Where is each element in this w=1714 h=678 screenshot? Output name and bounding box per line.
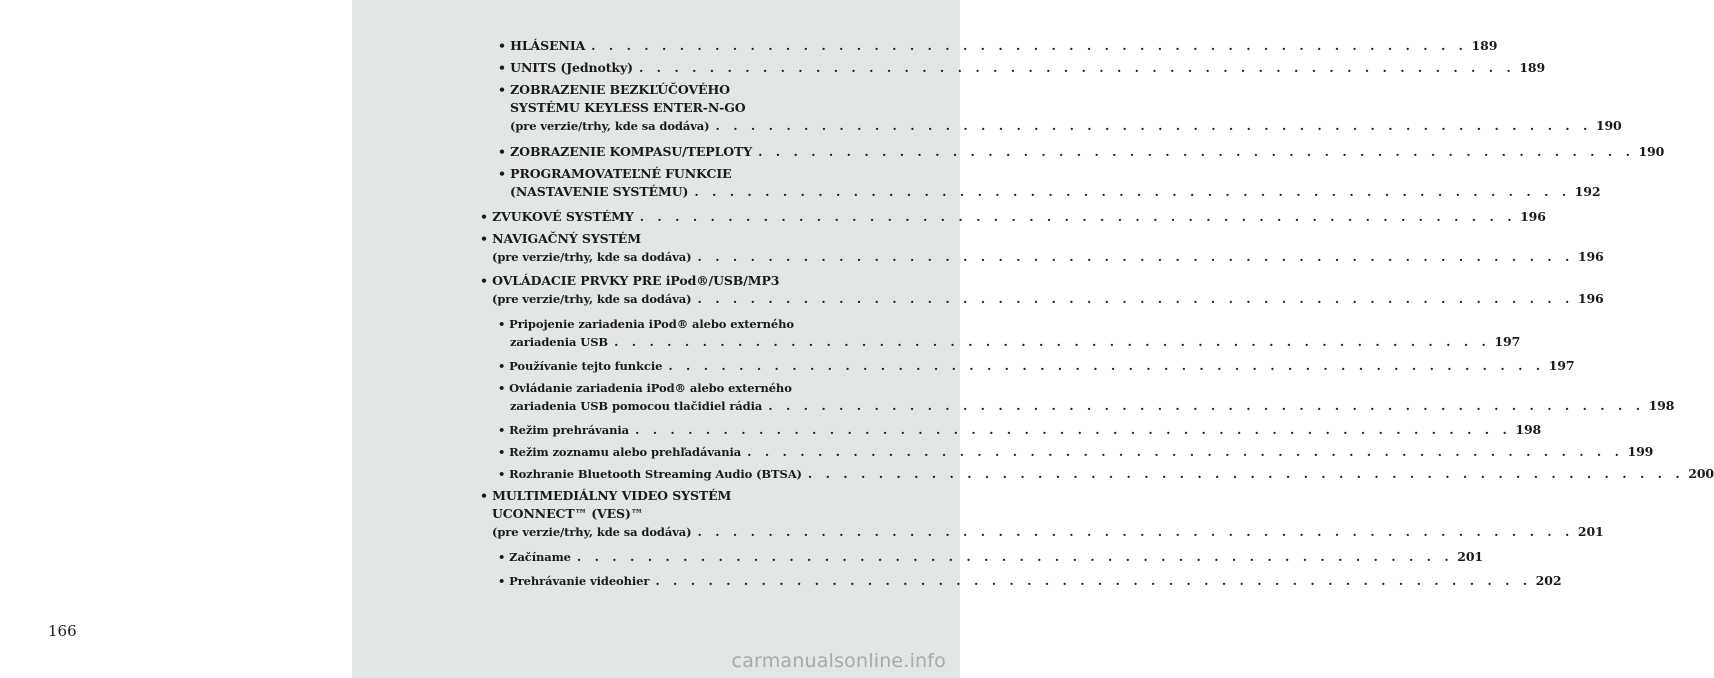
toc-entry-title: • Rozhranie Bluetooth Streaming Audio (BTSA) xyxy=(498,467,802,481)
toc-entry-page: 190 xyxy=(1595,118,1622,133)
toc-entry-title: • UNITS (Jednotky) xyxy=(498,60,633,75)
toc-leader-dots: . . . . . . . . . . . . . . . . . . . . . . . . . . . . . . . . . . . . . . . . . . . . . . . . . . xyxy=(758,144,1635,159)
toc-entry-keyless-display[interactable] xyxy=(498,81,1622,135)
toc-entry-title: • HLÁSENIA xyxy=(498,38,586,53)
toc-entry-title: • Ovládanie zariadenia iPod® alebo externého xyxy=(498,381,792,395)
toc-entry-title-cont: UCONNECT™ (VES)™ xyxy=(492,506,644,521)
toc-entry-ipod-usb-mp3[interactable] xyxy=(480,272,1604,308)
toc-entry-navigation[interactable] xyxy=(480,230,1604,266)
toc-entry-availability: (pre verzie/trhy, kde sa dodáva) xyxy=(492,292,692,306)
toc-entry-page: 198 xyxy=(1515,422,1542,437)
toc-leader-dots: . . . . . . . . . . . . . . . . . . . . . . . . . . . . . . . . . . . . . . . . . . . . . . . . . . xyxy=(639,209,1517,224)
toc-entry-title: • Režim zoznamu alebo prehľadávania xyxy=(498,445,742,459)
toc-leader-dots: . . . . . . . . . . . . . . . . . . . . . . . . . . . . . . . . . . . . . . . . . . . . . . . . . . xyxy=(697,291,1574,306)
toc-entry-title: • ZOBRAZENIE BEZKĽÚČOVÉHO xyxy=(498,82,730,97)
toc-entry-title: • MULTIMEDIÁLNY VIDEO SYSTÉM xyxy=(480,488,732,503)
toc-entry-using-feature[interactable] xyxy=(498,357,1575,375)
toc-entry-page: 190 xyxy=(1638,144,1665,159)
toc-leader-dots: . . . . . . . . . . . . . . . . . . . . . . . . . . . . . . . . . . . . . . . . . . . . . . . . . . xyxy=(697,524,1574,539)
toc-entry-page: 196 xyxy=(1577,291,1604,306)
toc-leader-dots: . . . . . . . . . . . . . . . . . . . . . . . . . . . . . . . . . . . . . . . . . . . . . . . . . . xyxy=(591,38,1468,53)
toc-entry-title-cont: SYSTÉMU KEYLESS ENTER-N-GO xyxy=(510,100,746,115)
toc-panel xyxy=(352,0,1714,678)
left-page xyxy=(0,0,352,678)
toc-entry-availability: (pre verzie/trhy, kde sa dodáva) xyxy=(492,525,692,539)
toc-leader-dots: . . . . . . . . . . . . . . . . . . . . . . . . . . . . . . . . . . . . . . . . . . . . . . . . . . xyxy=(668,358,1545,373)
watermark-text: carmanualsonline.info xyxy=(731,650,946,672)
toc-entry-controlling-device[interactable] xyxy=(498,379,1675,415)
toc-entry-availability: (pre verzie/trhy, kde sa dodáva) xyxy=(492,250,692,264)
toc-entry-availability: (pre verzie/trhy, kde sa dodáva) xyxy=(510,119,710,133)
toc-entry-page: 198 xyxy=(1648,398,1675,413)
toc-entry-title-cont: zariadenia USB xyxy=(510,335,609,349)
toc-entry-title-cont: zariadenia USB pomocou tlačidiel rádia xyxy=(510,399,763,413)
toc-leader-dots: . . . . . . . . . . . . . . . . . . . . . . . . . . . . . . . . . . . . . . . . . . . . . . . . . . xyxy=(715,118,1592,133)
toc-leader-dots: . . . . . . . . . . . . . . . . . . . . . . . . . . . . . . . . . . . . . . . . . . . . . . . . . . xyxy=(576,549,1454,564)
toc-entry-title: • ZVUKOVÉ SYSTÉMY xyxy=(480,209,634,224)
toc-entry-title: • OVLÁDACIE PRVKY PRE iPod®/USB/MP3 xyxy=(480,273,780,288)
page-number: 166 xyxy=(48,622,77,640)
toc-entry-page: 202 xyxy=(1535,573,1562,588)
toc-entry-title: • Režim prehrávania xyxy=(498,423,630,437)
toc-entry-page: 189 xyxy=(1519,60,1546,75)
table-of-contents xyxy=(352,0,1714,678)
toc-leader-dots: . . . . . . . . . . . . . . . . . . . . . . . . . . . . . . . . . . . . . . . . . . . . . . . . . . xyxy=(768,398,1645,413)
toc-entry-page: 196 xyxy=(1520,209,1546,224)
toc-entry-title-cont: (NASTAVENIE SYSTÉMU) xyxy=(510,184,689,199)
toc-entry-page: 189 xyxy=(1471,38,1498,53)
toc-leader-dots: . . . . . . . . . . . . . . . . . . . . . . . . . . . . . . . . . . . . . . . . . . . . . . . . . . xyxy=(638,60,1516,75)
toc-entry-page: 199 xyxy=(1627,444,1654,459)
toc-entry-title: • ZOBRAZENIE KOMPASU/TEPLOTY xyxy=(498,144,753,159)
toc-entry-title: • PROGRAMOVATEĽNÉ FUNKCIE xyxy=(498,166,732,181)
toc-leader-dots: . . . . . . . . . . . . . . . . . . . . . . . . . . . . . . . . . . . . . . . . . . . . . . . . . . xyxy=(655,573,1532,588)
toc-leader-dots: . . . . . . . . . . . . . . . . . . . . . . . . . . . . . . . . . . . . . . . . . . . . . . . . . . xyxy=(694,184,1571,199)
toc-leader-dots: . . . . . . . . . . . . . . . . . . . . . . . . . . . . . . . . . . . . . . . . . . . . . . . . . . xyxy=(614,334,1491,349)
toc-entry-title: • Pripojenie zariadenia iPod® alebo externého xyxy=(498,317,794,331)
toc-entry-list-mode[interactable] xyxy=(498,443,1654,461)
toc-entry-page: 201 xyxy=(1457,549,1484,564)
toc-leader-dots: . . . . . . . . . . . . . . . . . . . . . . . . . . . . . . . . . . . . . . . . . . . . . . . . . . xyxy=(747,444,1624,459)
toc-entry-page: 192 xyxy=(1574,184,1601,199)
toc-entry-play-mode[interactable] xyxy=(498,421,1542,439)
toc-entry-sound-systems[interactable] xyxy=(480,208,1546,226)
toc-entry-hlasenia[interactable] xyxy=(498,37,1498,55)
toc-entry-page: 201 xyxy=(1577,524,1604,539)
toc-entry-compass-temp[interactable] xyxy=(498,143,1665,161)
toc-entry-units[interactable] xyxy=(498,59,1546,77)
toc-entry-programmable-features[interactable] xyxy=(498,165,1601,201)
toc-leader-dots: . . . . . . . . . . . . . . . . . . . . . . . . . . . . . . . . . . . . . . . . . . . . . . . . . . xyxy=(807,466,1685,481)
toc-entry-btsa[interactable] xyxy=(498,465,1714,483)
toc-entry-page: 197 xyxy=(1494,334,1521,349)
toc-entry-title: • Používanie tejto funkcie xyxy=(498,359,663,373)
toc-entry-getting-started[interactable] xyxy=(498,548,1484,566)
toc-entry-page: 196 xyxy=(1577,249,1604,264)
toc-entry-video-system[interactable] xyxy=(480,487,1604,541)
toc-leader-dots: . . . . . . . . . . . . . . . . . . . . . . . . . . . . . . . . . . . . . . . . . . . . . . . . . . xyxy=(635,422,1512,437)
toc-entry-title: • NAVIGAČNÝ SYSTÉM xyxy=(480,231,641,246)
toc-entry-title: • Začíname xyxy=(498,550,571,564)
toc-entry-title: • Prehrávanie videohier xyxy=(498,574,650,588)
toc-entry-page: 197 xyxy=(1548,358,1575,373)
toc-entry-video-games[interactable] xyxy=(498,572,1562,590)
toc-entry-connecting-device[interactable] xyxy=(498,315,1521,351)
toc-leader-dots: . . . . . . . . . . . . . . . . . . . . . . . . . . . . . . . . . . . . . . . . . . . . . . . . . . xyxy=(697,249,1574,264)
toc-entry-page: 200 xyxy=(1688,466,1714,481)
